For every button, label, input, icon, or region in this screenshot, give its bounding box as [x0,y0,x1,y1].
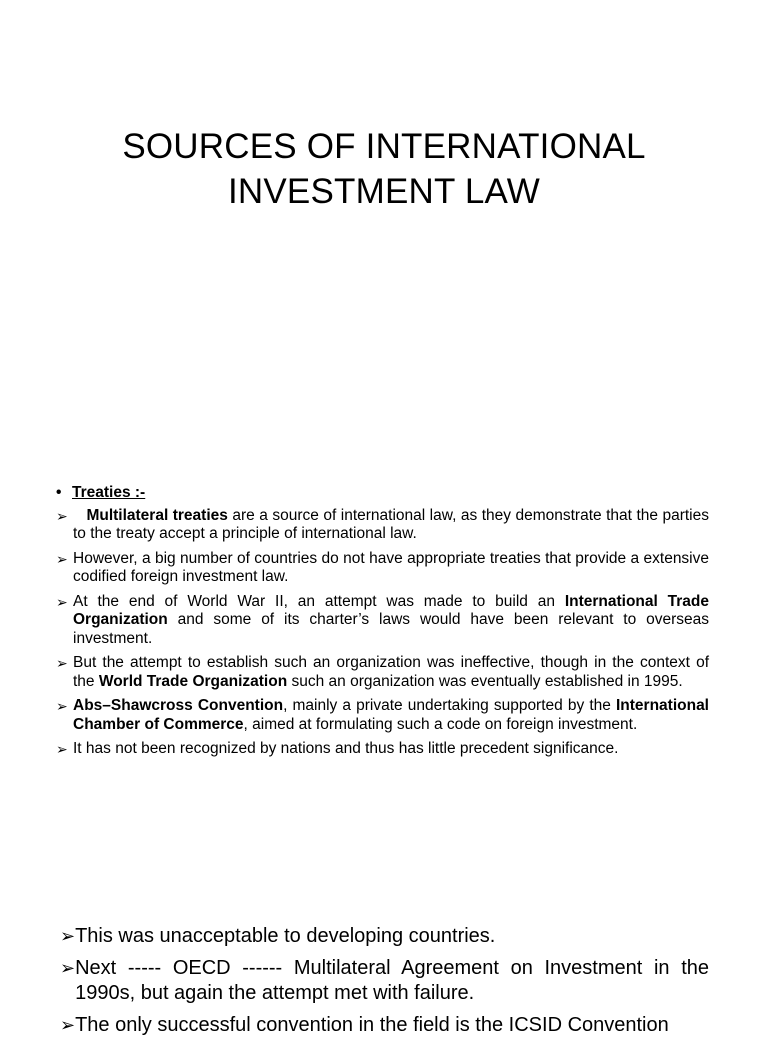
list-item [56,740,709,759]
title-line-1: SOURCES OF INTERNATIONAL [122,127,646,166]
list-item-text: However, a big number of countries do not have appropriate treaties that provide a extensive codified foreign investment law. [73,549,709,585]
arrow-bullet-icon: ➢ [56,741,68,757]
title-line-2: INVESTMENT LAW [227,172,540,211]
list-item [56,593,709,649]
list-item [56,697,709,734]
list-item-text: But the attempt to establish such an organization was ineffective, though in the context of the World Trade Organization such an organization was eventually established in 1995. [73,654,709,690]
arrow-bullet-icon: ➢ [60,926,76,946]
list-item-text: Next ----- OECD ------ Multilateral Agreement on Investment in the 1990s, but again the attempt met with failure. [75,957,709,1004]
heading-label: Treaties :- [72,484,146,501]
list-item-text: Multilateral treaties are a source of international law, as they demonstrate that the parties to the treaty accept a principle of international law. [73,506,709,542]
list-item-text: This was unacceptable to developing countries. [75,925,496,947]
list-item [60,956,709,1006]
list-item-text: Abs–Shawcross Convention, mainly a private undertaking supported by the International Chamber of Commerce, aimed at formulating such a code on foreign investment. [73,697,709,733]
list-item [56,507,709,544]
arrow-bullet-icon: ➢ [56,655,68,671]
list-item [56,654,709,691]
arrow-bullet-icon: ➢ [56,698,68,714]
bottom-section [60,924,709,1045]
list-item-text: The only successful convention in the field is the ICSID Convention [75,1014,669,1036]
list-item-text: It has not been recognized by nations and thus has little precedent significance. [73,740,619,757]
bullet-dot: • [56,484,62,501]
list-item-text: At the end of World War II, an attempt was made to build an International Trade Organization and some of its charter’s laws would have been relevant to overseas investment. [73,592,710,647]
arrow-bullet-icon: ➢ [56,593,68,610]
arrow-bullet-icon: ➢ [60,958,76,978]
list-item [56,550,709,587]
list-item [60,1013,709,1038]
arrow-bullet-icon: ➢ [56,507,68,524]
arrow-bullet-icon: ➢ [56,550,68,567]
slide-title [0,124,768,214]
treaties-heading [56,484,709,503]
list-item [60,924,709,949]
arrow-bullet-icon: ➢ [60,1015,76,1035]
treaties-section [56,484,709,765]
